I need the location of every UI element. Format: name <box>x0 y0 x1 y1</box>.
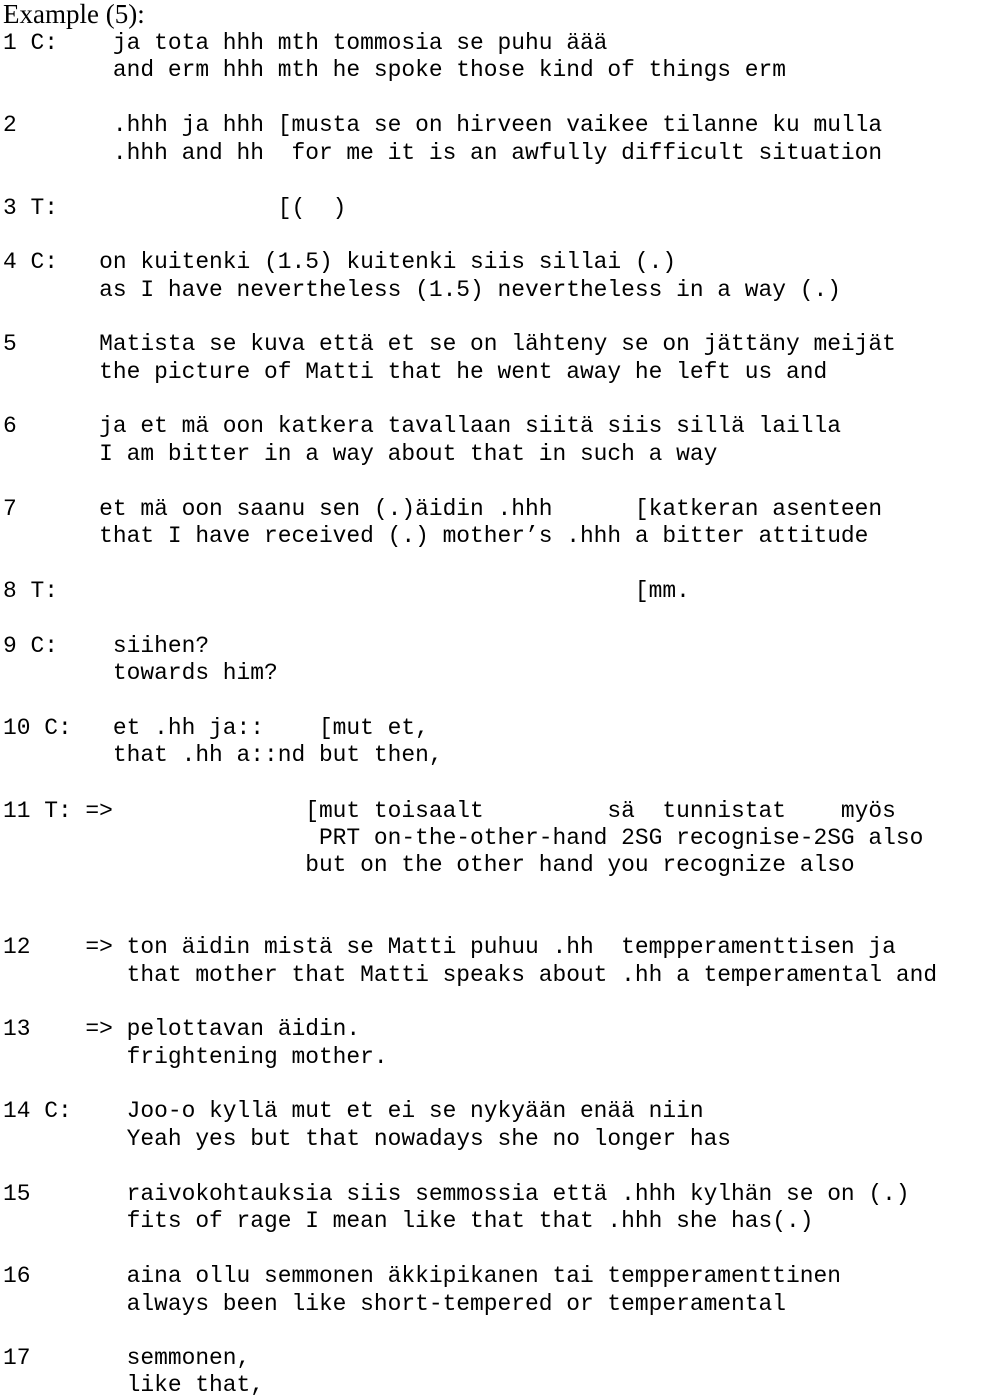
transcript-line: but on the other hand you recognize also <box>3 852 855 878</box>
transcript-line: and erm hhh mth he spoke those kind of things erm <box>3 57 786 83</box>
example-title: Example (5): <box>3 0 145 29</box>
transcript-line: fits of rage I mean like that that .hhh she has(.) <box>3 1208 814 1234</box>
transcript-line: 7 et mä oon saanu sen (.)äidin .hhh [katkeran asenteen <box>3 496 883 522</box>
transcript-line: I am bitter in a way about that in such a way <box>3 441 718 467</box>
transcript-line: .hhh and hh for me it is an awfully difficult situation <box>3 140 883 166</box>
transcript-line: 6 ja et mä oon katkera tavallaan siitä siis sillä lailla <box>3 413 841 439</box>
transcript-line: 2 .hhh ja hhh [musta se on hirveen vaikee tilanne ku mulla <box>3 112 883 138</box>
transcript-line: 16 aina ollu semmonen äkkipikanen tai tempperamenttinen <box>3 1263 841 1289</box>
transcript-line: 1 C: ja tota hhh mth tommosia se puhu äää <box>3 30 608 56</box>
transcript-line: 14 C: Joo-o kyllä mut et ei se nykyään enää niin <box>3 1098 704 1124</box>
transcript-line: that I have received (.) mother’s .hhh a bitter attitude <box>3 523 869 549</box>
transcript-line: frightening mother. <box>3 1044 388 1070</box>
transcript-line: 11 T: => [mut toisaalt sä tunnistat myös <box>3 798 896 824</box>
transcript-line: 15 raivokohtauksia siis semmossia että .hhh kylhän se on (.) <box>3 1181 910 1207</box>
transcript-line: 10 C: et .hh ja:: [mut et, <box>3 715 429 741</box>
transcript-line: that .hh a::nd but then, <box>3 742 443 768</box>
transcript-line: 5 Matista se kuva että et se on lähteny se on jättäny meijät <box>3 331 896 357</box>
transcript-line: 12 => ton äidin mistä se Matti puhuu .hh tempperamenttisen ja <box>3 934 896 960</box>
transcript-line: 8 T: [mm. <box>3 578 690 604</box>
transcript-line: 9 C: siihen? <box>3 633 210 659</box>
transcript-line: like that, <box>3 1372 264 1398</box>
transcript-line: that mother that Matti speaks about .hh a temperamental and <box>3 962 938 988</box>
transcript-line: always been like short-tempered or temperamental <box>3 1291 786 1317</box>
transcript-line: Yeah yes but that nowadays she no longer has <box>3 1126 732 1152</box>
transcript-line: 4 C: on kuitenki (1.5) kuitenki siis sillai (.) <box>3 249 677 275</box>
transcript-line: 17 semmonen, <box>3 1345 251 1371</box>
transcript-line: 3 T: [( ) <box>3 195 347 221</box>
transcript-line: towards him? <box>3 660 278 686</box>
transcript-line: 13 => pelottavan äidin. <box>3 1016 361 1042</box>
transcript-line: as I have nevertheless (1.5) nevertheless in a way (.) <box>3 277 841 303</box>
transcript-line: PRT on-the-other-hand 2SG recognise-2SG also <box>3 825 924 851</box>
transcript-line: the picture of Matti that he went away he left us and <box>3 359 828 385</box>
